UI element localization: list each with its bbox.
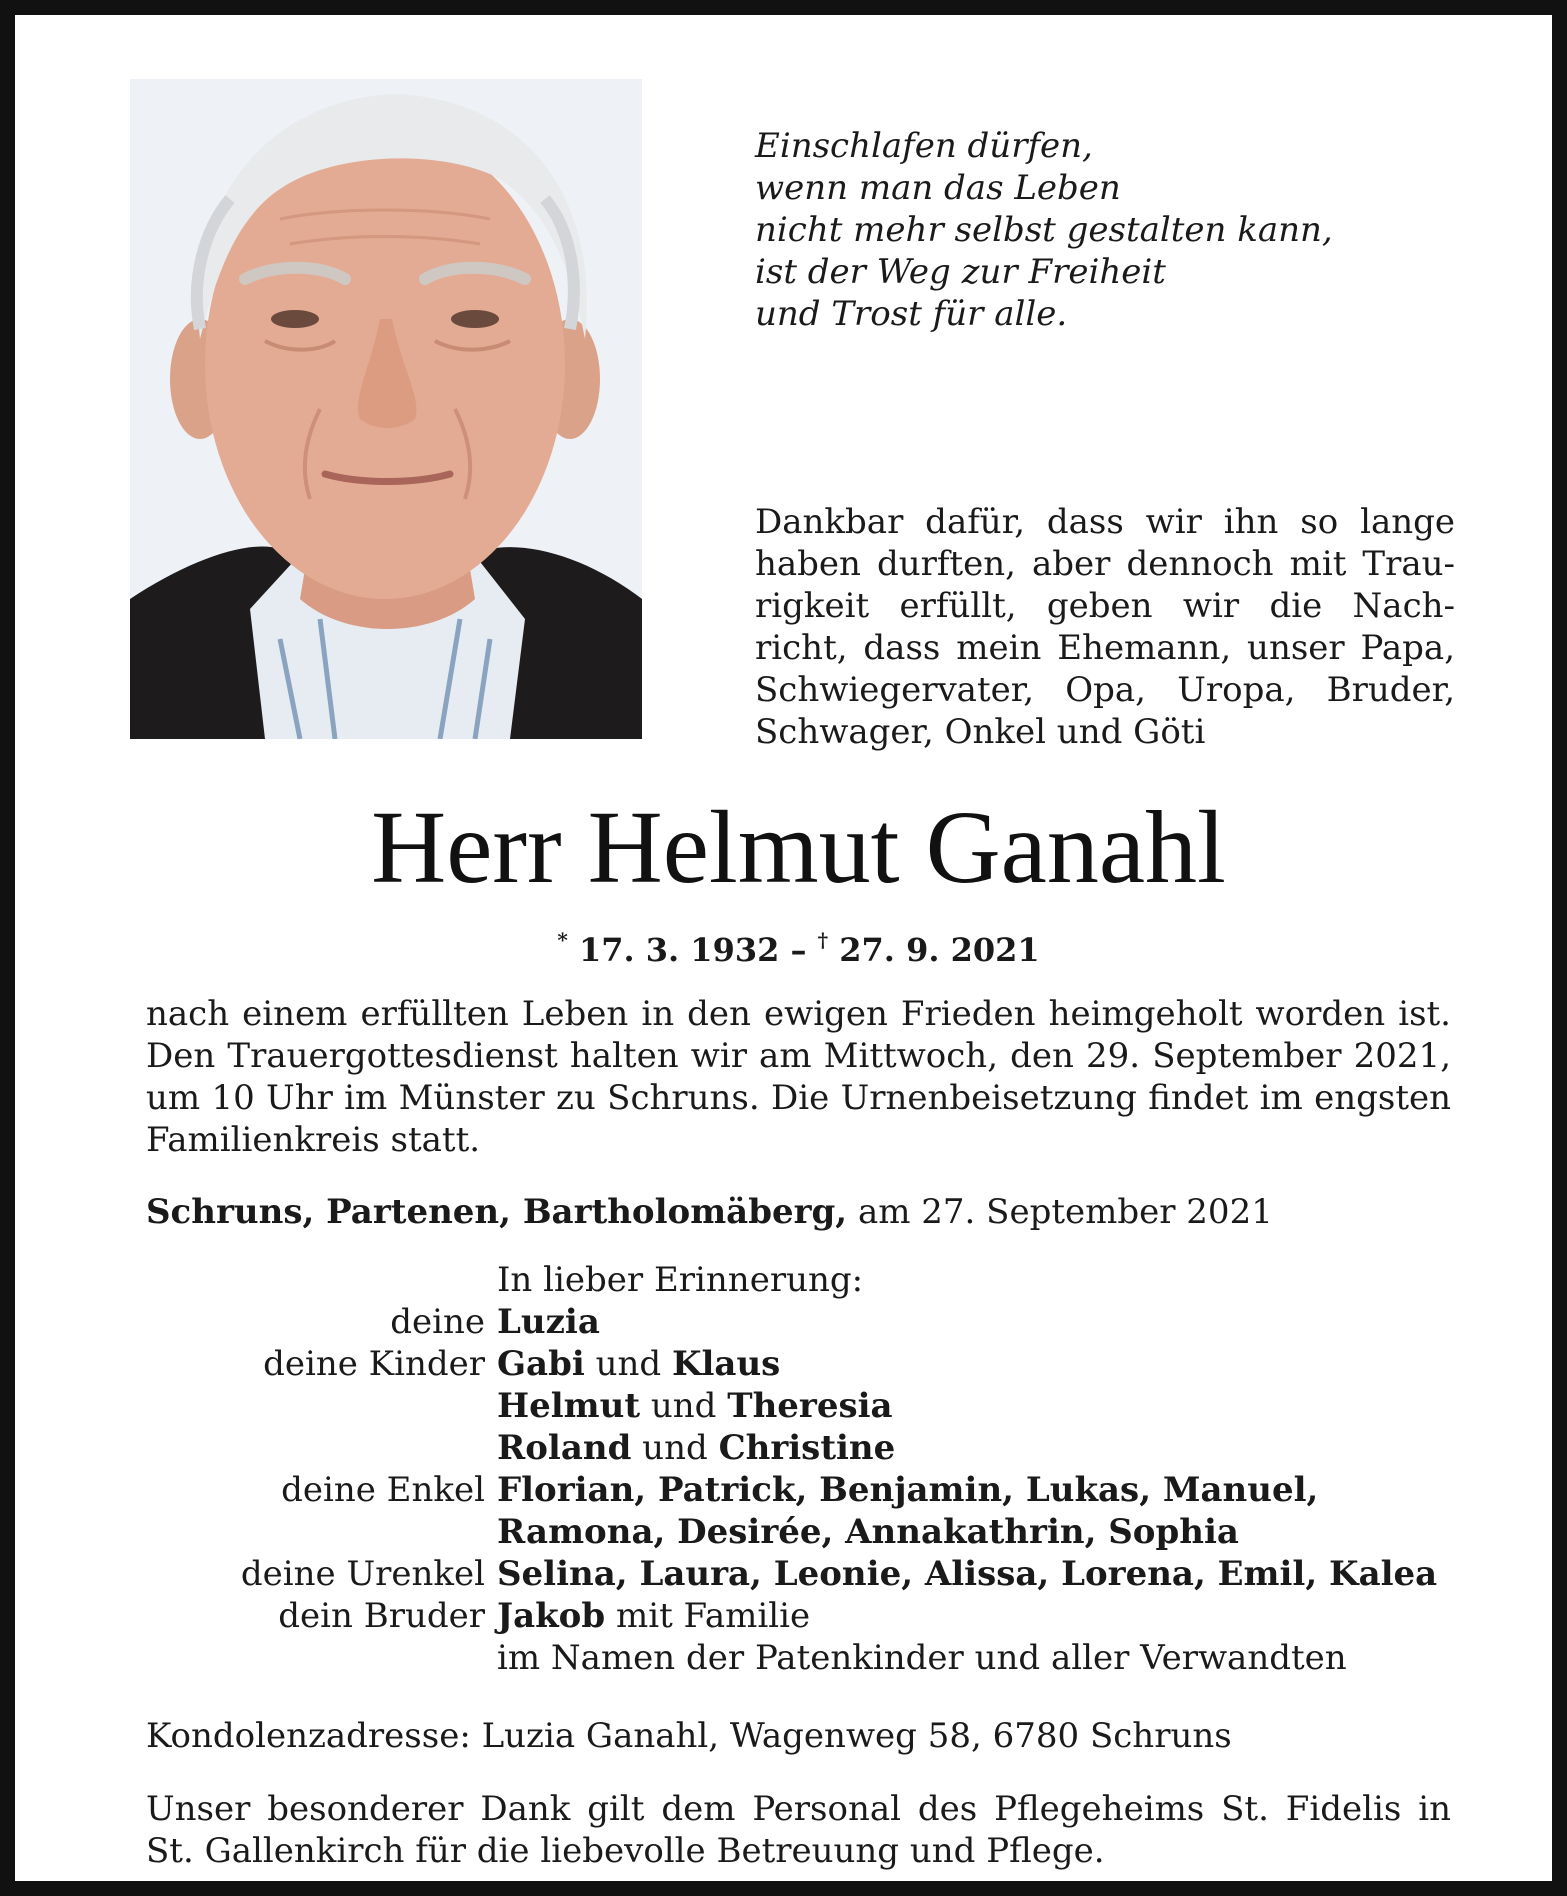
mourners-heading: In lieber Erinnerung: [497,1260,864,1300]
portrait-photo [130,79,642,739]
poem-line: Einschlafen dürfen, [755,126,1093,166]
poem-line: wenn man das Leben [755,168,1121,208]
body-line: um 10 Uhr im Münster zu Schruns. Die Urnenbeisetzung findet im engsten [146,1078,1451,1118]
body-line: Den Trauergottesdienst halten wir am Mittwoch, den 29. September 2021, [146,1036,1451,1076]
deceased-name: Herr Helmut Ganahl [371,790,1226,905]
intro-line: Schwager, Onkel und Göti [755,712,1206,752]
mourner-names [497,1511,1239,1553]
mourner-name: Luzia [497,1302,600,1342]
connector-text: im Namen der Patenkinder und aller Verwandten [497,1638,1347,1678]
mourner-names [497,1469,1318,1511]
relation-label: deine Urenkel [240,1554,485,1594]
mourner-rows [146,1301,1451,1679]
place-date-line [146,1191,1451,1233]
relation-label [146,1385,497,1427]
mourner-row [146,1553,1451,1595]
mourner-name: Gabi [497,1344,585,1384]
mourner-row [146,1637,1451,1679]
mourner-row [146,1469,1451,1511]
born-symbol: * [557,928,568,952]
mourners-heading-row [146,1259,1451,1301]
body-line: Familienkreis statt. [146,1120,481,1160]
connector-text: mit Familie [605,1596,811,1636]
relation-label [146,1259,497,1301]
connector-text: und [631,1428,719,1468]
intro-line: Dankbar dafür, dass wir ihn so lange [755,502,1455,542]
intro-line: rigkeit erfüllt, geben wir die Nach- [755,586,1455,626]
mourner-name: Klaus [671,1344,781,1384]
portrait-image [130,79,642,739]
mourner-row [146,1385,1451,1427]
mourner-name: Roland [497,1428,632,1468]
connector-text: und [640,1386,728,1426]
intro-line: haben durften, aber dennoch mit Trau- [755,544,1455,584]
mourner-names [497,1385,893,1427]
relation-label [146,1511,497,1553]
death-date: 27. 9. 2021 [839,931,1040,969]
life-dates [15,921,1567,969]
mourner-names [497,1595,810,1637]
relation-label: deine Kinder [263,1344,485,1384]
mourner-name: Helmut [497,1386,641,1426]
intro-paragraph [755,501,1455,753]
poem [755,125,1333,335]
poem-line: und Trost für alle. [755,294,1068,334]
body-line: nach einem erfüllten Leben in den ewigen Frieden heimgeholt worden ist. [146,994,1451,1034]
mourner-names [497,1343,780,1385]
places: Schruns, Partenen, Bartholomäberg, [146,1192,848,1232]
mourners-list [146,1259,1451,1679]
condolence-address: Kondolenzadresse: Luzia Ganahl, Wagenweg 58, 6780 Schruns [146,1716,1232,1756]
relation-label: dein Bruder [278,1596,485,1636]
mourner-row [146,1511,1451,1553]
mourner-row [146,1595,1451,1637]
relation-label [146,1427,497,1469]
mourner-name: Ramona, Desirée, Annakathrin, Sophia [497,1512,1239,1552]
thanks-line: St. Gallenkirch für die liebevolle Betreuung und Pflege. [146,1831,1105,1871]
mourner-name: Selina, Laura, Leonie, Alissa, Lorena, Emil, Kalea [497,1554,1438,1594]
mourner-names [497,1553,1437,1595]
announcement-paragraph [146,993,1451,1161]
mourner-names [497,1637,1347,1679]
mourner-row [146,1427,1451,1469]
mourner-names [497,1301,600,1343]
intro-line: Schwiegervater, Opa, Uropa, Bruder, [755,670,1455,710]
mourner-row [146,1343,1451,1385]
thanks-paragraph [146,1788,1451,1872]
intro-line: richt, dass mein Ehemann, unser Papa, [755,628,1455,668]
birth-date: 17. 3. 1932 [578,931,780,969]
mourner-name: Jakob [497,1596,606,1636]
relation-label: deine Enkel [281,1470,485,1510]
died-symbol: † [817,928,829,952]
connector-text: und [584,1344,672,1384]
poem-line: nicht mehr selbst gestalten kann, [755,210,1333,250]
mourner-name: Theresia [727,1386,893,1426]
relation-label [146,1637,497,1679]
thanks-line: Unser besonderer Dank gilt dem Personal des Pflegeheims St. Fidelis in [146,1789,1451,1829]
notice-date: am 27. September 2021 [857,1192,1273,1232]
date-separator: – [790,931,807,969]
mourner-row [146,1301,1451,1343]
poem-line: ist der Weg zur Freiheit [755,252,1166,292]
mourner-name: Florian, Patrick, Benjamin, Lukas, Manuel, [497,1470,1319,1510]
mourner-name: Christine [718,1428,896,1468]
mourner-names [497,1427,895,1469]
relation-label: deine [390,1302,485,1342]
